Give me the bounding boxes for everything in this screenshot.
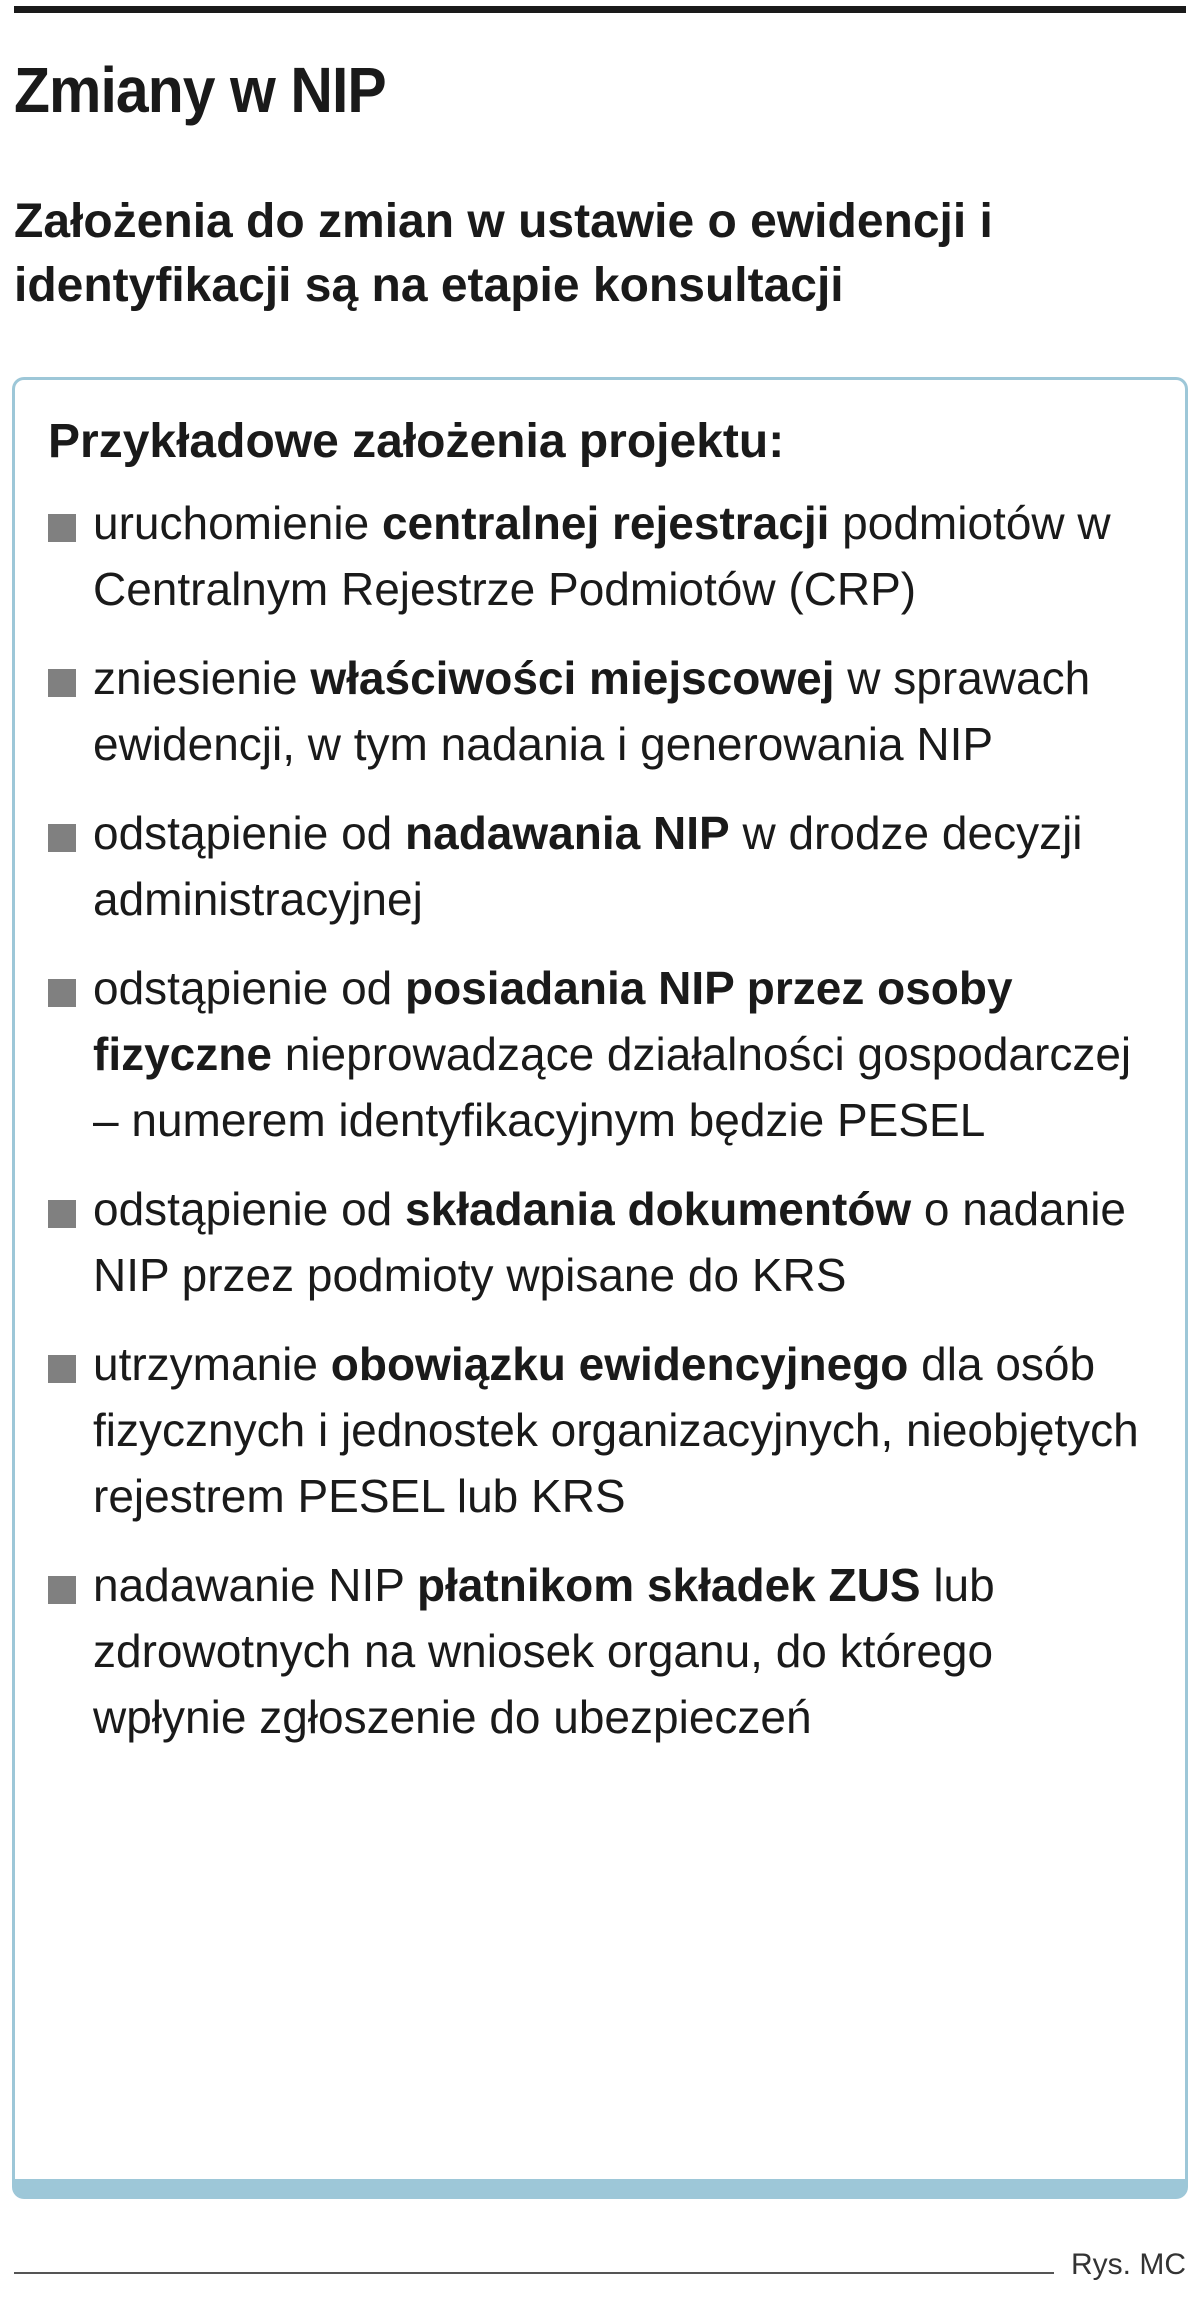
list-item: [48, 955, 1158, 1153]
item-text: nadawanie NIP: [93, 1559, 417, 1611]
item-text: odstąpienie od: [93, 962, 406, 1014]
item-text: podmiotów w Centralnym Rejestrze Podmiotów (CRP): [93, 497, 1111, 615]
item-emphasis: nadawania NIP: [405, 807, 730, 859]
item-emphasis: centralnej rejestracji: [381, 497, 830, 549]
item-emphasis: posiadania NIP przez osoby fizyczne: [93, 962, 1013, 1080]
item-emphasis: składania dokumentów: [405, 1183, 912, 1235]
box-heading: Przykładowe założenia projektu:: [48, 415, 785, 468]
square-bullet-icon: [48, 1200, 76, 1228]
square-bullet-icon: [48, 824, 76, 852]
item-emphasis: właściwości miejscowej: [310, 652, 835, 704]
square-bullet-icon: [48, 1576, 76, 1604]
list-item: [48, 1176, 1158, 1308]
list-item: [48, 1552, 1158, 1750]
square-bullet-icon: [48, 1355, 76, 1383]
item-text: odstąpienie od: [93, 807, 406, 859]
page-title: Zmiany w NIP: [14, 54, 386, 126]
item-text: zniesienie: [93, 652, 311, 704]
item-text: w drodze decyzji administracyjnej: [93, 807, 1083, 925]
item-text: o nadanie NIP przez podmioty wpisane do KRS: [93, 1183, 1127, 1301]
item-text: w sprawach ewidencji, w tym nadania i generowania NIP: [93, 652, 1091, 770]
item-text: nieprowadzące działalności gospodarczej – numerem identyfikacyjnym będzie PESEL: [93, 1028, 1132, 1146]
top-rule: [14, 6, 1186, 13]
item-emphasis: płatnikom składek ZUS: [416, 1559, 921, 1611]
item-text: odstąpienie od: [93, 1183, 406, 1235]
item-text: lub zdrowotnych na wniosek organu, do którego wpłynie zgłoszenie do ubezpieczeń: [93, 1559, 995, 1743]
item-text: dla osób fizycznych i jednostek organizacyjnych, nieobjętych rejestrem PESEL lub KRS: [93, 1338, 1139, 1522]
list-item: [48, 490, 1158, 622]
square-bullet-icon: [48, 669, 76, 697]
proposals-box: [12, 377, 1188, 2199]
proposals-list: [48, 490, 1158, 1773]
list-item: [48, 645, 1158, 777]
list-item: [48, 800, 1158, 932]
square-bullet-icon: [48, 979, 76, 1007]
bottom-rule: [14, 2272, 1054, 2274]
image-credit: Rys. MC: [1071, 2248, 1186, 2281]
item-emphasis: obowiązku ewidencyjnego: [330, 1338, 909, 1390]
list-item: [48, 1331, 1158, 1529]
item-text: uruchomienie: [93, 497, 382, 549]
square-bullet-icon: [48, 514, 76, 542]
item-text: utrzymanie: [93, 1338, 331, 1390]
page-subtitle: Założenia do zmian w ustawie o ewidencji i identyfikacji są na etapie konsultacji: [14, 195, 993, 312]
